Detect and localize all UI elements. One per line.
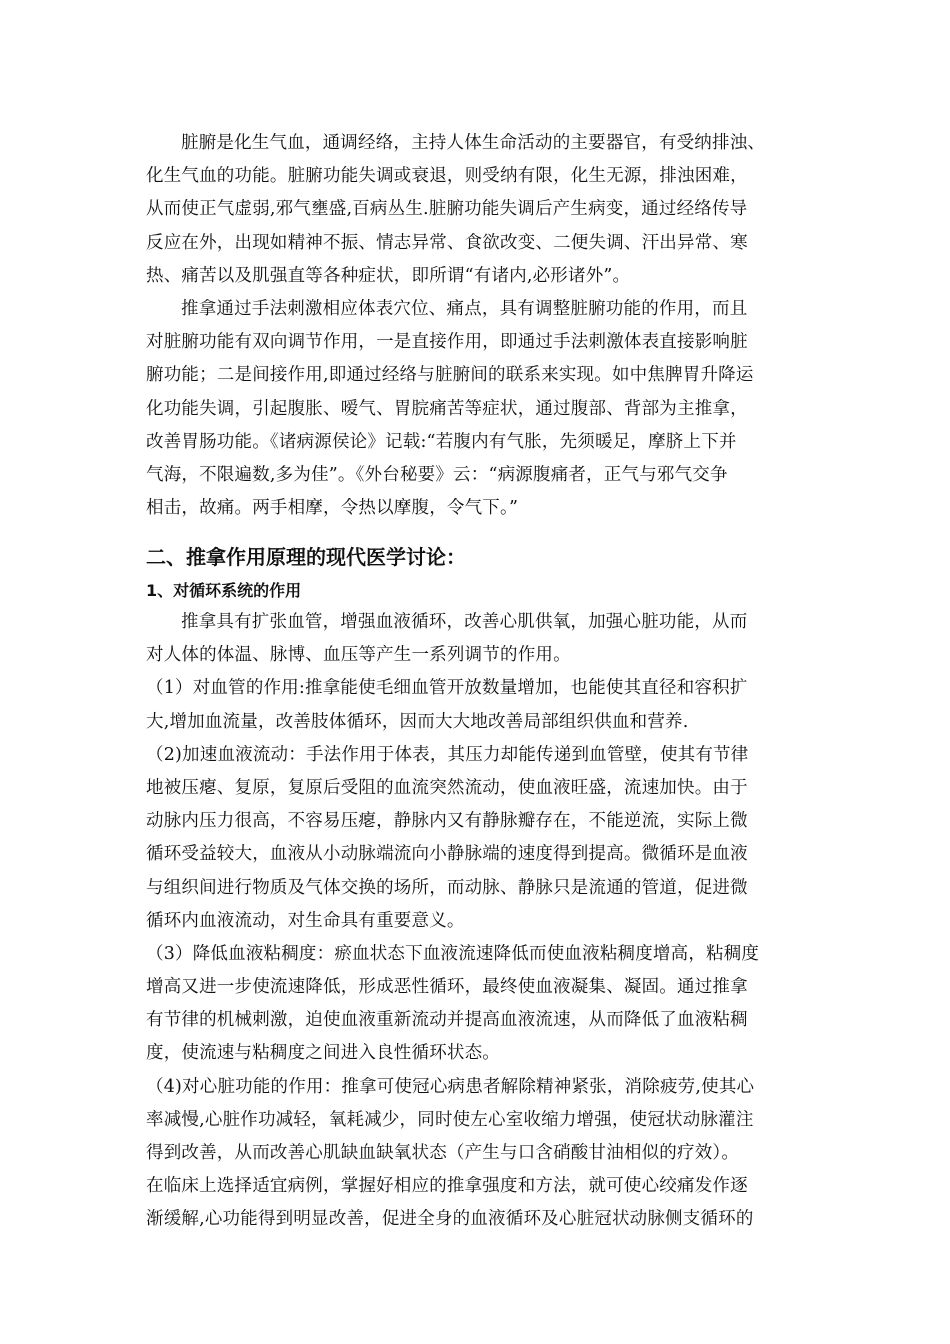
text-line: 化功能失调，引起腹胀、嗳气、胃脘痛苦等症状，通过腹部、背部为主推拿， xyxy=(146,398,748,419)
text-line: 腑功能；二是间接作用,即通过经络与脏腑间的联系来实现。如中焦脾胃升降运 xyxy=(146,365,754,386)
text-line: 率减慢,心脏作功减轻，氧耗减少，同时使左心室收缩力增强，使冠状动脉灌注 xyxy=(146,1109,754,1130)
text-line: 反应在外，出现如精神不振、情志异常、食欲改变、二便失调、汗出异常、寒 xyxy=(146,232,748,253)
text-line: 动脉内压力很高，不容易压瘪，静脉内又有静脉瓣存在，不能逆流，实际上微 xyxy=(146,811,748,832)
text-line: 相击，故痛。两手相摩，令热以摩腹，令气下。” xyxy=(146,498,519,519)
text-line: 脏腑是化生气血，通调经络，主持人体生命活动的主要器官，有受纳排浊、 xyxy=(181,133,766,153)
text-line: 循环受益较大，血液从小动脉端流向小静脉端的速度得到提高。微循环是血液 xyxy=(146,844,748,865)
text-line: 有节律的机械刺激，迫使血液重新流动并提高血液流速，从而降低了血液粘稠 xyxy=(146,1010,748,1031)
text-line: 推拿具有扩张血管，增强血液循环，改善心肌供氧，加强心脏功能，从而 xyxy=(181,612,748,632)
text-line: （2)加速血液流动：手法作用于体表，其压力却能传递到血管壁，使其有节律 xyxy=(146,744,749,765)
text-line: 增高又进一步使流速降低，形成恶性循环，最终使血液凝集、凝固。通过推拿 xyxy=(146,977,748,998)
text-line: 渐缓解,心功能得到明显改善，促进全身的血液循环及心脏冠状动脉侧支循环的 xyxy=(146,1209,754,1230)
subsection-heading: 1、对循环系统的作用 xyxy=(146,581,302,600)
text-line: 推拿通过手法刺激相应体表穴位、痛点，具有调整脏腑功能的作用，而且 xyxy=(181,299,748,319)
text-line: 与组织间进行物质及气体交换的场所，而动脉、静脉只是流通的管道，促进微 xyxy=(146,877,748,898)
text-line: 大,增加血流量，改善肢体循环，因而大大地改善局部组织供血和营养. xyxy=(146,711,689,732)
text-line: 从而使正气虚弱,邪气壅盛,百病丛生.脏腑功能失调后产生病变，通过经络传导 xyxy=(146,199,748,220)
paragraph-tuina-zangfu-regulation xyxy=(146,293,816,525)
text-line: 地被压瘪、复原，复原后受阻的血流突然流动，使血液旺盛，流速加快。由于 xyxy=(146,777,748,798)
text-line: 循环内血液流动，对生命具有重要意义。 xyxy=(146,910,465,931)
text-line: 化生气血的功能。脏腑功能失调或衰退，则受纳有限，化生无源，排浊困难， xyxy=(146,166,748,187)
text-line: （4)对心脏功能的作用：推拿可使冠心病患者解除精神紧张，消除疲劳,使其心 xyxy=(146,1076,755,1097)
text-line: 对脏腑功能有双向调节作用，一是直接作用，即通过手法刺激体表直接影响脏 xyxy=(146,332,748,353)
paragraph-zangfu-function xyxy=(146,127,816,293)
text-line: 在临床上选择适宜病例，掌握好相应的推拿强度和方法，就可使心绞痛发作逐 xyxy=(146,1176,748,1197)
text-line: 热、痛苦以及肌强直等各种症状，即所谓“有诸内,必形诸外”。 xyxy=(146,265,631,286)
text-line: 得到改善，从而改善心肌缺血缺氧状态（产生与口含硝酸甘油相似的疗效）。 xyxy=(146,1143,740,1163)
text-line: 对人体的体温、脉博、血压等产生一系列调节的作用。 xyxy=(146,645,571,666)
text-line: 度，使流速与粘稠度之间进入良性循环状态。 xyxy=(146,1043,500,1064)
section-heading: 二、推拿作用原理的现代医学讨论： xyxy=(146,545,466,569)
text-line: （1）对血管的作用:推拿能使毛细血管开放数量增加，也能使其直径和容积扩 xyxy=(146,678,748,699)
text-line: 气海，不限遍数,多为佳”。《外台秘要》云：“病源腹痛者，正气与邪气交争 xyxy=(146,464,728,485)
text-line: （3）降低血液粘稠度：瘀血状态下血液流速降低而使血液粘稠度增高，粘稠度 xyxy=(146,943,760,964)
text-line: 改善胃肠功能。《诸病源侯论》记载:“若腹内有气胀，先须暖足，摩脐上下并 xyxy=(146,431,737,452)
paragraph-circulatory-system xyxy=(146,606,816,1237)
